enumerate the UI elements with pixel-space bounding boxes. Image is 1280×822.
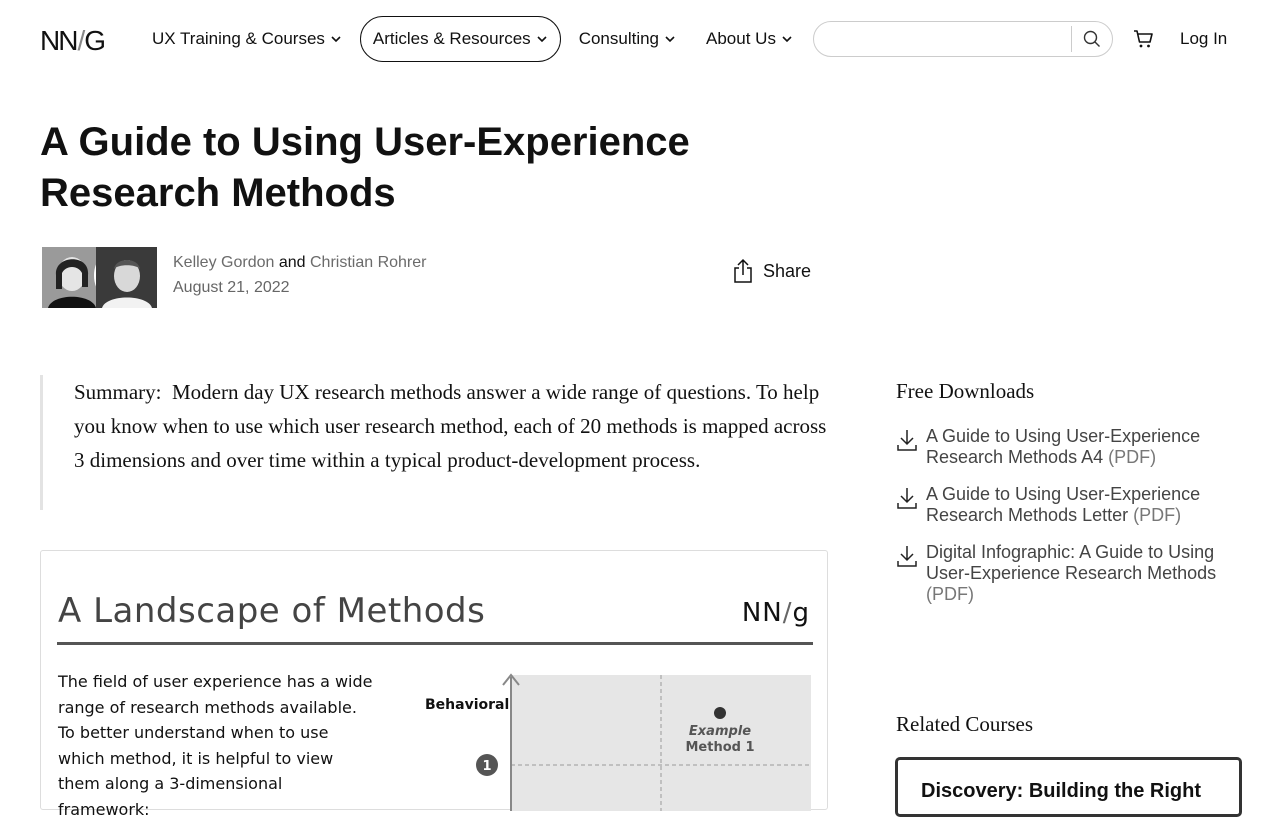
infographic-logo-part2: g [792,598,810,628]
nav-item-about-us[interactable] [694,16,805,62]
infographic-logo [742,598,810,628]
author-link[interactable]: Christian Rohrer [310,254,427,271]
download-link[interactable] [896,542,1226,605]
avatar[interactable] [94,245,155,306]
share-button[interactable] [733,259,811,283]
download-label [926,426,1226,468]
chevron-down-icon [664,33,676,45]
search-icon [1083,30,1101,48]
related-courses-heading: Related Courses [896,712,1034,736]
summary-label: Summary: [74,380,162,404]
chevron-down-icon [330,33,342,45]
login-link[interactable]: Log In [1180,29,1228,48]
logo-slash: / [77,25,84,56]
download-format: (PDF) [1133,505,1182,525]
infographic-logo-part1: NN [741,598,783,628]
chevron-down-icon [781,33,793,45]
search-button[interactable] [1072,22,1112,56]
download-format: (PDF) [1108,447,1157,467]
download-title: A Guide to Using User-Experience Research Methods Letter [926,484,1201,525]
download-title: Digital Infographic: A Guide to Using User-Experience Research Methods [926,542,1217,583]
chart-example-label: Method 1 [685,740,755,755]
nav-item-consulting[interactable] [567,16,688,62]
course-card-title: Discovery: Building the Right [921,780,1202,802]
infographic-divider [57,642,813,645]
author-joiner: and [278,254,306,271]
page-title: A Guide to Using User-Experience Research Methods [40,120,690,215]
logo-part1: NN [40,25,77,56]
avatar[interactable] [40,245,101,306]
download-title: A Guide to Using User-Experience Research Methods A4 [926,426,1201,467]
chart-axis-label: Behavioral [425,697,510,713]
share-icon [733,259,753,283]
download-link[interactable] [896,484,1226,526]
nav-item-ux-training[interactable] [140,16,354,62]
download-format: (PDF) [926,584,974,604]
nav-item-articles-resources[interactable] [360,16,561,62]
author-avatars [40,245,160,307]
cart-icon[interactable] [1133,29,1155,49]
chart-example-label: Example [688,724,752,739]
download-icon [896,428,918,452]
download-label [926,484,1226,526]
nav-item-label: Consulting [578,29,660,48]
chart-example-point [714,707,726,719]
summary-text: Modern day UX research methods answer a wide range of questions. To help you know when to use which user research method, each of 20 methods is mapped across 3 dimensions and over time within a typical product-development process. [74,380,827,472]
infographic-logo-slash: / [782,598,793,628]
nav-item-label: About Us [706,29,776,48]
chart-marker-number: 1 [482,759,492,774]
infographic-chart [411,671,811,811]
nav-item-label: Articles & Resources [372,29,531,48]
author-line [173,254,426,272]
search-input[interactable] [814,22,1071,56]
download-icon [896,486,918,510]
related-course-card[interactable] [895,757,1242,817]
infographic-title: A Landscape of Methods [58,591,486,631]
logo-part2: G [84,25,105,56]
nav-item-label: UX Training & Courses [152,29,325,48]
share-label: Share [763,260,812,281]
article-summary [40,375,830,510]
downloads-heading: Free Downloads [896,379,1035,403]
landscape-infographic[interactable] [40,550,828,819]
author-link[interactable]: Kelley Gordon [173,254,275,271]
chevron-down-icon [536,33,548,45]
nng-logo[interactable] [40,25,104,57]
main-nav [140,16,811,62]
infographic-text: The field of user experience has a wide range of research methods available. To better understand when to use which method, it is helpful to view them along a 3-dimensional framework: [58,672,373,819]
download-label [926,542,1226,605]
download-icon [896,544,918,568]
search-box [813,21,1113,57]
download-link[interactable] [896,426,1226,468]
publish-date: August 21, 2022 [173,279,290,296]
